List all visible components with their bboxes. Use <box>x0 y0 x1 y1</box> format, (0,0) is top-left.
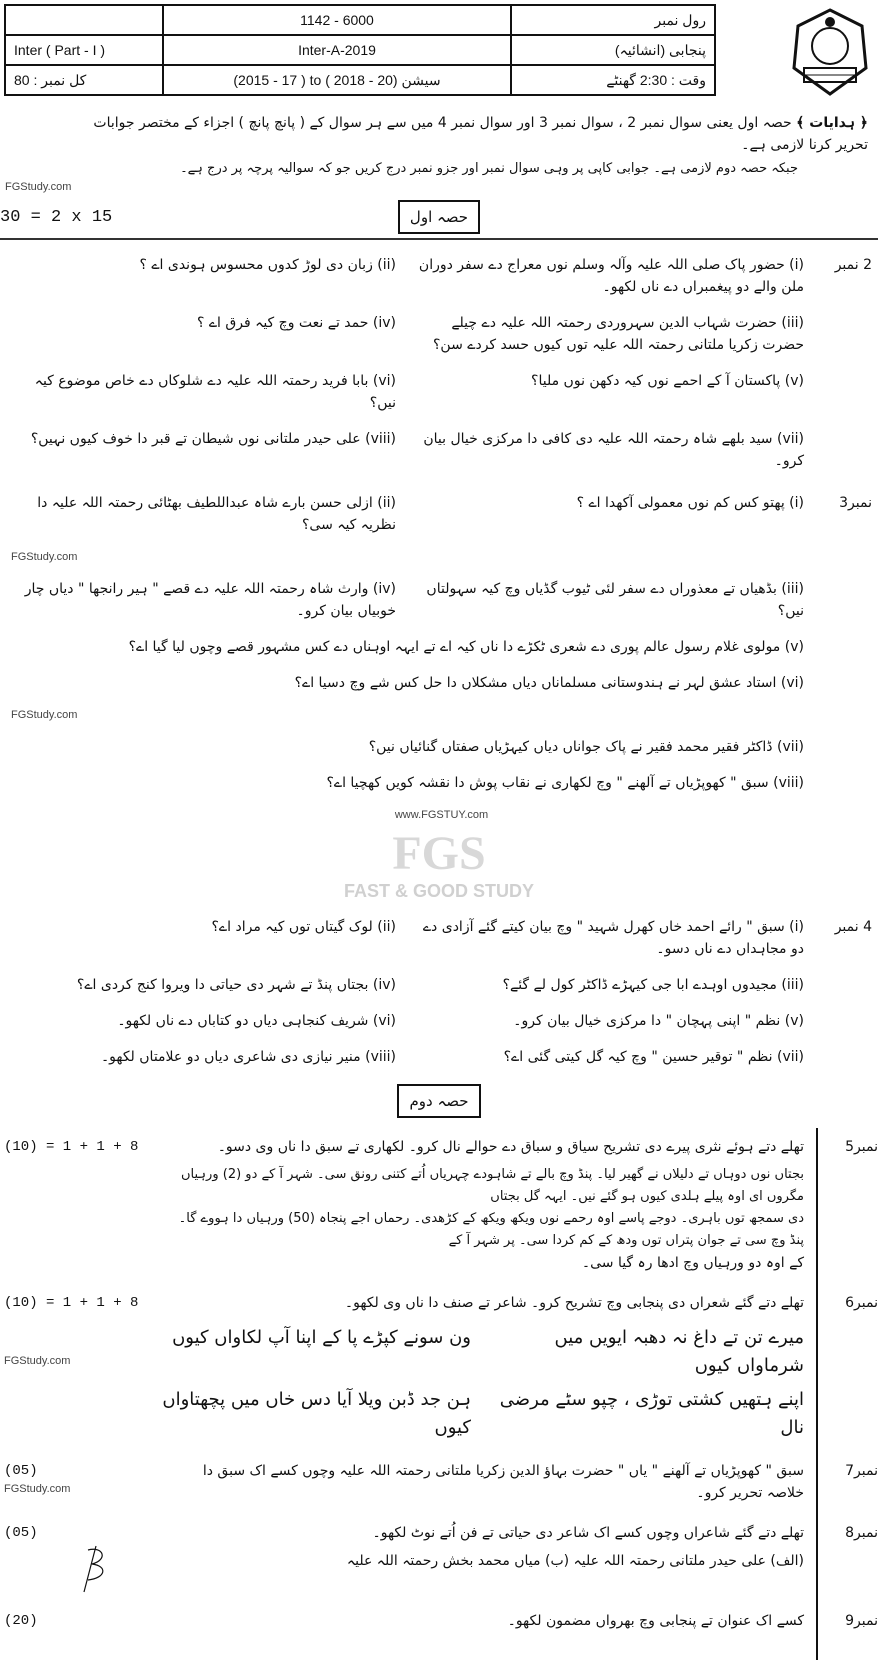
q7-marks-cell <box>0 1452 150 1514</box>
q2-item-viii: (viii) علی حیدر ملتانی نوں شیطان تے قبر دا خوف کیوں نہیں؟ <box>30 431 396 447</box>
watermark-text: FGStudy.com <box>4 1355 71 1367</box>
q3 <box>0 478 878 828</box>
watermark-slogan: FAST & GOOD STUDY <box>343 881 534 901</box>
q5-body <box>150 1128 818 1284</box>
total-marks: 80 : کل نمبر <box>5 65 163 95</box>
q3-item-viii: (viii) سبق " کھوپڑیاں تے آلھنے " وچ لکھاری نے نقاب پوش دا نقشہ کویں کھچیا اے؟ <box>326 775 804 791</box>
q8-marks: (05) <box>4 1525 38 1541</box>
q9-number: نمبر9 <box>845 1613 878 1629</box>
q7-number: نمبر7 <box>845 1463 878 1479</box>
instructions-line-1: ﴿ ہدایات ﴾ حصہ اول یعنی سوال نمبر 2 ، سوال نمبر 3 اور سوال نمبر 4 میں سے ہر سوال کے ( پانچ پانچ ) اجزاء کے مختصر جوابات تحریر کرنا لازمی ہے۔ <box>93 115 868 153</box>
q2-item-iii: (iii) حضرت شہاب الدین سہروردی رحمتہ اللہ علیہ دے چیلے حضرت زکریا ملتانی رحمتہ اللہ علیہ توں کیوں حسد کردے سن؟ <box>433 315 804 353</box>
part2-title-row <box>0 1074 878 1128</box>
watermark-text: FGStudy.com <box>5 181 72 193</box>
q4-item-iii: (iii) مجیدوں اوہدے ابا جی کیہڑے ڈاکٹر کول لے گئے؟ <box>502 977 804 993</box>
q6-verse-1b: ون سونے کپڑے پا کے اپنا آپ لکاواں کیوں <box>172 1327 471 1348</box>
q4-item-viii: (viii) منیر نیازی دی شاعری دیاں دو علامتاں لکھو۔ <box>100 1049 396 1065</box>
q3-item-iii: (iii) بڈھیاں تے معذوراں دے سفر لئی ٹیوب گڈیاں وچ کیہ سہولتاں نیں؟ <box>426 581 804 619</box>
instructions-text-1: حصہ اول یعنی سوال نمبر 2 ، سوال نمبر 3 اور سوال نمبر 4 میں سے ہر سوال کے ( پانچ پانچ ) اجزاء کے مختصر جوابات تحریر کرنا لازمی ہے۔ <box>93 115 868 153</box>
q9-text: کسے اک عنوان تے پنجابی وچ بھرواں مضمون لکھو۔ <box>507 1613 804 1629</box>
signature-icon <box>74 1544 114 1594</box>
watermark-text: FGStudy.com <box>11 551 78 563</box>
board-logo-icon <box>790 8 870 96</box>
q8 <box>0 1514 878 1602</box>
q6-verse-1a: میرے تن تے داغ نہ دھبہ ایویں میں شرماواں کیوں <box>554 1327 804 1376</box>
q2-item-i: (i) حضور پاک صلی اللہ علیہ وآلہ وسلم نوں معراج دے سفر دوران ملن والے دو پیغمبراں دے ناں لکھو۔ <box>418 257 804 295</box>
part1-title: حصہ اول <box>398 200 480 234</box>
q2-number: 2 نمبر <box>834 257 872 273</box>
q6-verse-2b: ہن جد ڈبن ویلا آیا دس خاں میں پچھتاواں کیوں <box>162 1389 471 1438</box>
q8-options: (الف) علی حیدر ملتانی رحمتہ اللہ علیہ (ب) میاں محمد بخش رحمتہ اللہ علیہ <box>346 1553 804 1569</box>
q4-item-v: (v) نظم " اپنی پہچان " دا مرکزی خیال بیان کرو۔ <box>513 1013 804 1029</box>
q8-body <box>150 1514 818 1602</box>
header-table <box>4 4 716 96</box>
q5 <box>0 1128 878 1284</box>
q4-item-iv: (iv) بجتاں پنڈ تے شہر دی حیاتی دا ویروا کنج کردی اے؟ <box>76 977 396 993</box>
paper-code: 1142 - 6000 <box>163 5 511 35</box>
q6-marks: (10) = 1 + 1 + 8 <box>4 1295 139 1311</box>
q6-prompt: تھلے دتے گئے شعراں دی پنجابی وچ تشریح کرو۔ شاعر تے صنف دا ناں وی لکھو۔ <box>344 1295 804 1311</box>
q5-number: نمبر5 <box>845 1139 878 1155</box>
part2-title: حصہ دوم <box>397 1084 480 1118</box>
q3-number: نمبر3 <box>839 495 872 511</box>
class-label: Inter ( Part - I ) <box>5 35 163 65</box>
q2-item-v: (v) پاکستان آ کے احمے نوں کیہ دکھن نوں ملیا؟ <box>531 373 804 389</box>
q4-item-vi: (vi) شریف کنجاہی دیاں دو کتاباں دے ناں لکھو۔ <box>117 1013 396 1029</box>
instructions-line-2: جبکہ حصہ دوم لازمی ہے۔ جوابی کاپی پر وہی سوال نمبر اور جزو نمبر درج کریں جو کہ سوالیہ پرچہ پر درج ہے۔ <box>180 161 798 176</box>
watermark-text: FGStudy.com <box>11 709 78 721</box>
q3-item-v: (v) مولوی غلام رسول عالم پوری دے شعری ٹکڑے دا ناں کیہ اے تے ایہہ اوہناں دے کس مشہور قصے وچوں لیا گیا اے؟ <box>128 639 804 655</box>
q9-marks: (20) <box>4 1613 38 1629</box>
instructions-label: ہدایات <box>809 115 855 131</box>
q5-passage-line-3: کے اوہ دو ورہیاں وچ ادھا رہ گیا سی۔ <box>581 1255 804 1271</box>
q6-verse-2a: اپنے ہتھیں کشتی توڑی ، چپو سٹے مرضی نال <box>499 1389 804 1438</box>
q5-prompt: تھلے دتے ہوئے نثری پیرے دی تشریح سیاق و سباق دے حوالے نال کرو۔ لکھاری تے سبق دا ناں وی دسو۔ <box>217 1139 804 1155</box>
watermark-text: FGStudy.com <box>4 1483 71 1495</box>
q7 <box>0 1452 878 1514</box>
watermark-logo: FGS <box>392 827 486 880</box>
q6-verses <box>162 1324 804 1442</box>
q9-body <box>150 1602 818 1660</box>
q4 <box>0 902 878 1074</box>
header-blank <box>5 5 163 35</box>
q2 <box>0 240 878 478</box>
q2-item-iv: (iv) حمد تے نعت وچ کیہ فرق اے ؟ <box>196 315 396 331</box>
q8-number: نمبر8 <box>845 1525 878 1541</box>
q4-item-i: (i) سبق " رائے احمد خاں کھرل شہید " وچ بیان کیتے گئے آزادی دے دو مجاہداں دے ناں دسو۔ <box>422 919 804 957</box>
q7-body <box>150 1452 818 1514</box>
header <box>0 0 878 104</box>
q7-marks: (05) <box>4 1463 38 1479</box>
q4-number: 4 نمبر <box>834 919 872 935</box>
q8-text: تھلے دتے گئے شاعراں وچوں کسے اک شاعر دی حیاتی تے فن اُتے نوٹ لکھو۔ <box>372 1525 804 1541</box>
exam-label: Inter-A-2019 <box>163 35 511 65</box>
q7-text: سبق " کھوپڑیاں تے آلھنے " یاں " حضرت بہاؤ الدین زکریا ملتانی رحمتہ اللہ علیہ وچوں کسے اک سبق دا خلاصہ تحریر کرو۔ <box>202 1463 804 1501</box>
time-label: وقت : 2:30 گھنٹے <box>511 65 715 95</box>
q8-marks-cell <box>0 1514 150 1602</box>
subject-label: پنجابی (انشائیہ) <box>511 35 715 65</box>
q6-body <box>150 1284 818 1452</box>
q3-item-ii: (ii) ازلی حسن بارے شاہ عبداللطیف بھٹائی رحمتہ اللہ علیہ دا نظریہ کیہ سی؟ <box>37 495 396 533</box>
q5-passage-line-2: دی سمجھ توں باہری۔ دوجے پاسے اوہ رحمے نوں ویکھ ویکھ کے کڑھدی۔ رحماں اجے پنجاہ (50) ورہیاں دا ہووے گا۔ پنڈ وچ سی تے جوان پتراں توں ودھ کے کم کردا سی۔ پر شہر آ کے <box>178 1211 804 1248</box>
part1-title-row <box>0 194 878 240</box>
q6-number: نمبر6 <box>845 1295 878 1311</box>
q3-item-i: (i) پھتو کس کم نوں معمولی آکھدا اے ؟ <box>576 495 804 511</box>
q3-item-vi: (vi) استاد عشق لہر نے ہندوستانی مسلماناں دیاں مشکلاں دا حل کس شے وچ دسیا اے؟ <box>294 675 804 691</box>
part1-marks: 30 = 2 x 15 <box>0 207 113 227</box>
q2-item-ii: (ii) زبان دی لوڑ کدوں محسوس ہوندی اے ؟ <box>139 257 396 273</box>
q4-item-vii: (vii) نظم " توقیر حسین " وچ کیہ گل کیتی گئی اے؟ <box>503 1049 804 1065</box>
q3-item-iv: (iv) وارث شاہ رحمتہ اللہ علیہ دے قصے " ہیر رانجھا " دیاں چار خوبیاں بیان کرو۔ <box>24 581 396 619</box>
q3-item-vii: (vii) ڈاکٹر فقیر محمد فقیر نے پاک جواناں دیاں کیہڑیاں صفتاں گنائیاں نیں؟ <box>368 739 804 755</box>
q4-item-ii: (ii) لوک گیتاں توں کیہ مراد اے؟ <box>211 919 396 935</box>
q5-passage-line-1: بجتاں نوں دوہاں تے دلیلاں نے گھیر لیا۔ پنڈ وچ بالے تے شاہودے چہریاں اُتے کتنی رونق سی۔ شہر آ کے دو (2) ورہیاں مگروں ای اوہ پیلے ہلدی کیوں ہو گئے نیں۔ ایہہ گل بجتاں <box>181 1167 804 1204</box>
q6 <box>0 1284 878 1452</box>
roll-no-label: رول نمبر <box>511 5 715 35</box>
q5-marks: (10) = 1 + 1 + 8 <box>4 1139 139 1155</box>
q2-item-vii: (vii) سید بلھے شاہ رحمتہ اللہ علیہ دی کافی دا مرکزی خیال بیان کرو۔ <box>423 431 804 469</box>
session-label: (2015 - 17 ) to ( 2018 - 20) سیشن <box>163 65 511 95</box>
q2-item-vi: (vi) بابا فرید رحمتہ اللہ علیہ دے شلوکاں دے خاص موضوع کیہ نیں؟ <box>34 373 396 411</box>
watermark-url: www.FGSTUY.com <box>394 809 489 821</box>
q9 <box>0 1602 878 1660</box>
q6-marks-cell <box>0 1284 150 1452</box>
